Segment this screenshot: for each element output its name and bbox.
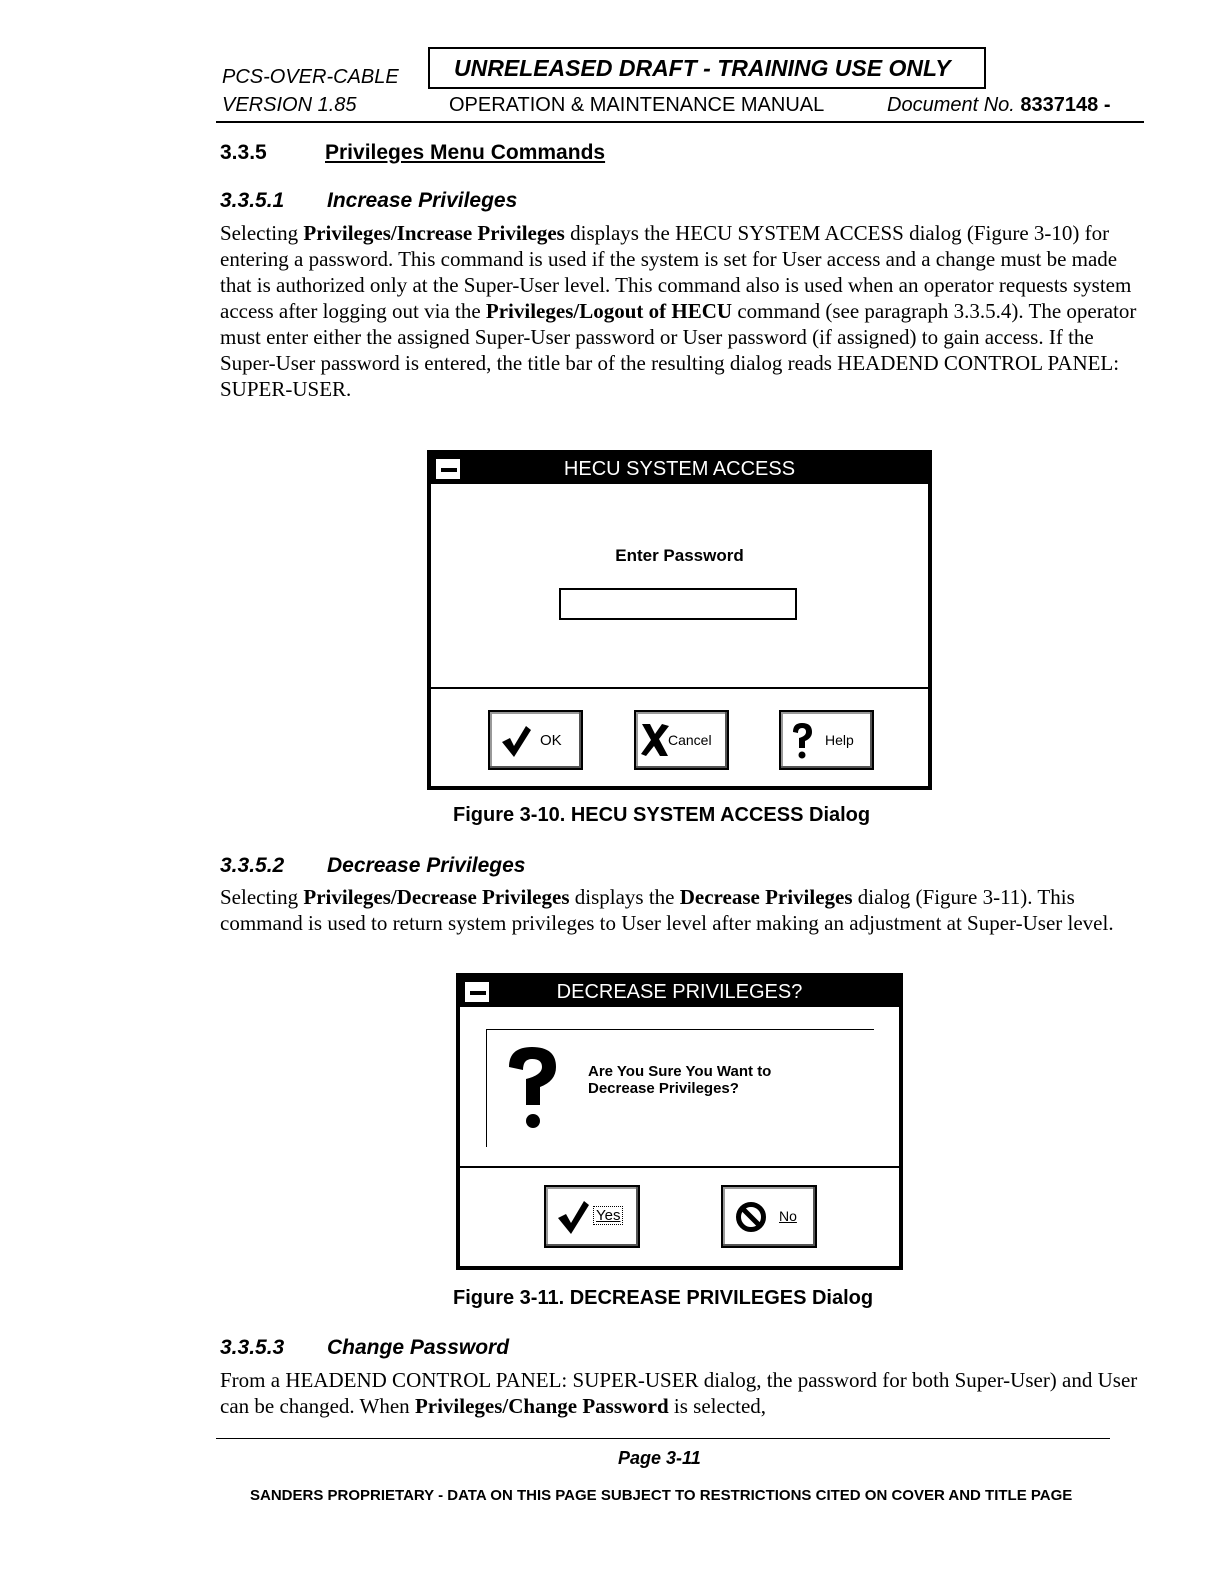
dialog-title: HECU SYSTEM ACCESS [563,458,796,480]
text: displays the HECU SYSTEM ACCESS dialog (Figure 3-10) for entering a password. This command is used if the system is set for User access and a change must be made that is authorized only at the Super-User level. This command also is used when an operator requests system access after logging out via the [220,221,1132,323]
paragraph-change-password [220,1367,1150,1419]
yes-label: Yes [596,1207,621,1224]
subsection-title: Increase Privileges [327,189,518,212]
header-rule [216,121,1144,123]
subsection-title: Decrease Privileges [327,854,526,877]
cancel-label: Cancel [668,732,712,748]
password-prompt: Enter Password [615,546,744,565]
password-input[interactable] [559,588,797,620]
command-name: Privileges/Change Password [414,1394,669,1418]
dialog-title-bar [460,977,899,1007]
ok-button[interactable] [488,710,583,770]
hecu-system-access-dialog [427,450,932,790]
cancel-button[interactable] [634,710,729,770]
question-mark-icon [791,722,813,760]
doc-number: 8337148 - [1020,94,1111,116]
subsection-title: Change Password [327,1336,510,1359]
text: command (see paragraph 3.3.5.4). The operator must enter either the assigned Super-User password or User password (if assigned) to gain access. If the Super-User password is entered, the title bar of the resulting dialog reads HEADEND CONTROL PANEL: SUPER-USER. [220,299,1137,401]
question-mark-icon [506,1045,558,1131]
text: dialog (Figure 3-11). This command is used to return system privileges to User level after making an adjustment at Super-User level. [220,885,1114,935]
checkmark-icon [500,724,532,758]
draft-banner-text: UNRELEASED DRAFT - TRAINING USE ONLY [454,55,951,81]
dialog-title: DECREASE PRIVILEGES? [556,981,803,1003]
doc-label: Document No. [887,94,1015,116]
confirm-message [588,1063,771,1097]
header-version: VERSION 1.85 [222,94,357,116]
dialog-divider [431,687,928,689]
text: is selected, [668,1394,767,1418]
help-label: Help [825,732,854,748]
header-document [887,94,1110,117]
x-mark-icon [640,722,670,758]
section-heading [220,141,606,165]
ok-label: OK [540,732,562,749]
decrease-privileges-dialog [456,973,903,1270]
no-label: No [779,1208,797,1224]
dialog-name: Decrease Privileges [679,885,853,909]
message-frame-top [486,1029,874,1030]
dialog-divider [460,1166,899,1168]
subsection-heading-change-password [220,1336,510,1360]
subsection-number: 3.3.5.1 [220,189,285,212]
text: Selecting [220,885,304,909]
text: displays the [569,885,680,909]
subsection-number: 3.3.5.3 [220,1336,285,1359]
proprietary-notice: SANDERS PROPRIETARY - DATA ON THIS PAGE SUBJECT TO RESTRICTIONS CITED ON COVER AND TITLE PAGE [250,1487,1073,1504]
no-entry-icon [735,1201,767,1233]
message-frame-left [486,1029,487,1147]
figure-caption-3-10: Figure 3-10. HECU SYSTEM ACCESS Dialog [453,804,871,826]
paragraph-decrease-privileges [220,884,1150,936]
system-menu-icon[interactable] [435,458,461,480]
message-line-1: Are You Sure You Want to [588,1063,772,1080]
command-name: Privileges/Increase Privileges [303,221,565,245]
header-manual: OPERATION & MAINTENANCE MANUAL [449,94,825,116]
no-button[interactable] [721,1185,817,1248]
yes-button[interactable] [544,1185,640,1248]
text: From a HEADEND CONTROL PANEL: SUPER-USER dialog, the password for both Super-User) and User can be changed. When [220,1368,1138,1418]
header-product: PCS-OVER-CABLE [222,66,399,88]
draft-banner [428,47,986,89]
help-button[interactable] [779,710,874,770]
page-number: Page 3-11 [618,1448,701,1468]
subsection-number: 3.3.5.2 [220,854,285,877]
figure-caption-3-11: Figure 3-11. DECREASE PRIVILEGES Dialog [453,1287,874,1309]
text: Selecting [220,221,304,245]
paragraph-increase-privileges [220,220,1150,402]
system-menu-icon[interactable] [464,981,490,1003]
command-name: Privileges/Logout of HECU [485,299,733,323]
section-title: Privileges Menu Commands [325,141,606,164]
subsection-heading-decrease [220,854,526,878]
footer-rule [216,1438,1110,1439]
message-line-2: Decrease Privileges? [588,1080,739,1097]
subsection-heading-increase [220,189,518,213]
checkmark-icon [556,1199,590,1235]
command-name: Privileges/Decrease Privileges [303,885,570,909]
dialog-title-bar [431,454,928,484]
section-number: 3.3.5 [220,141,267,164]
